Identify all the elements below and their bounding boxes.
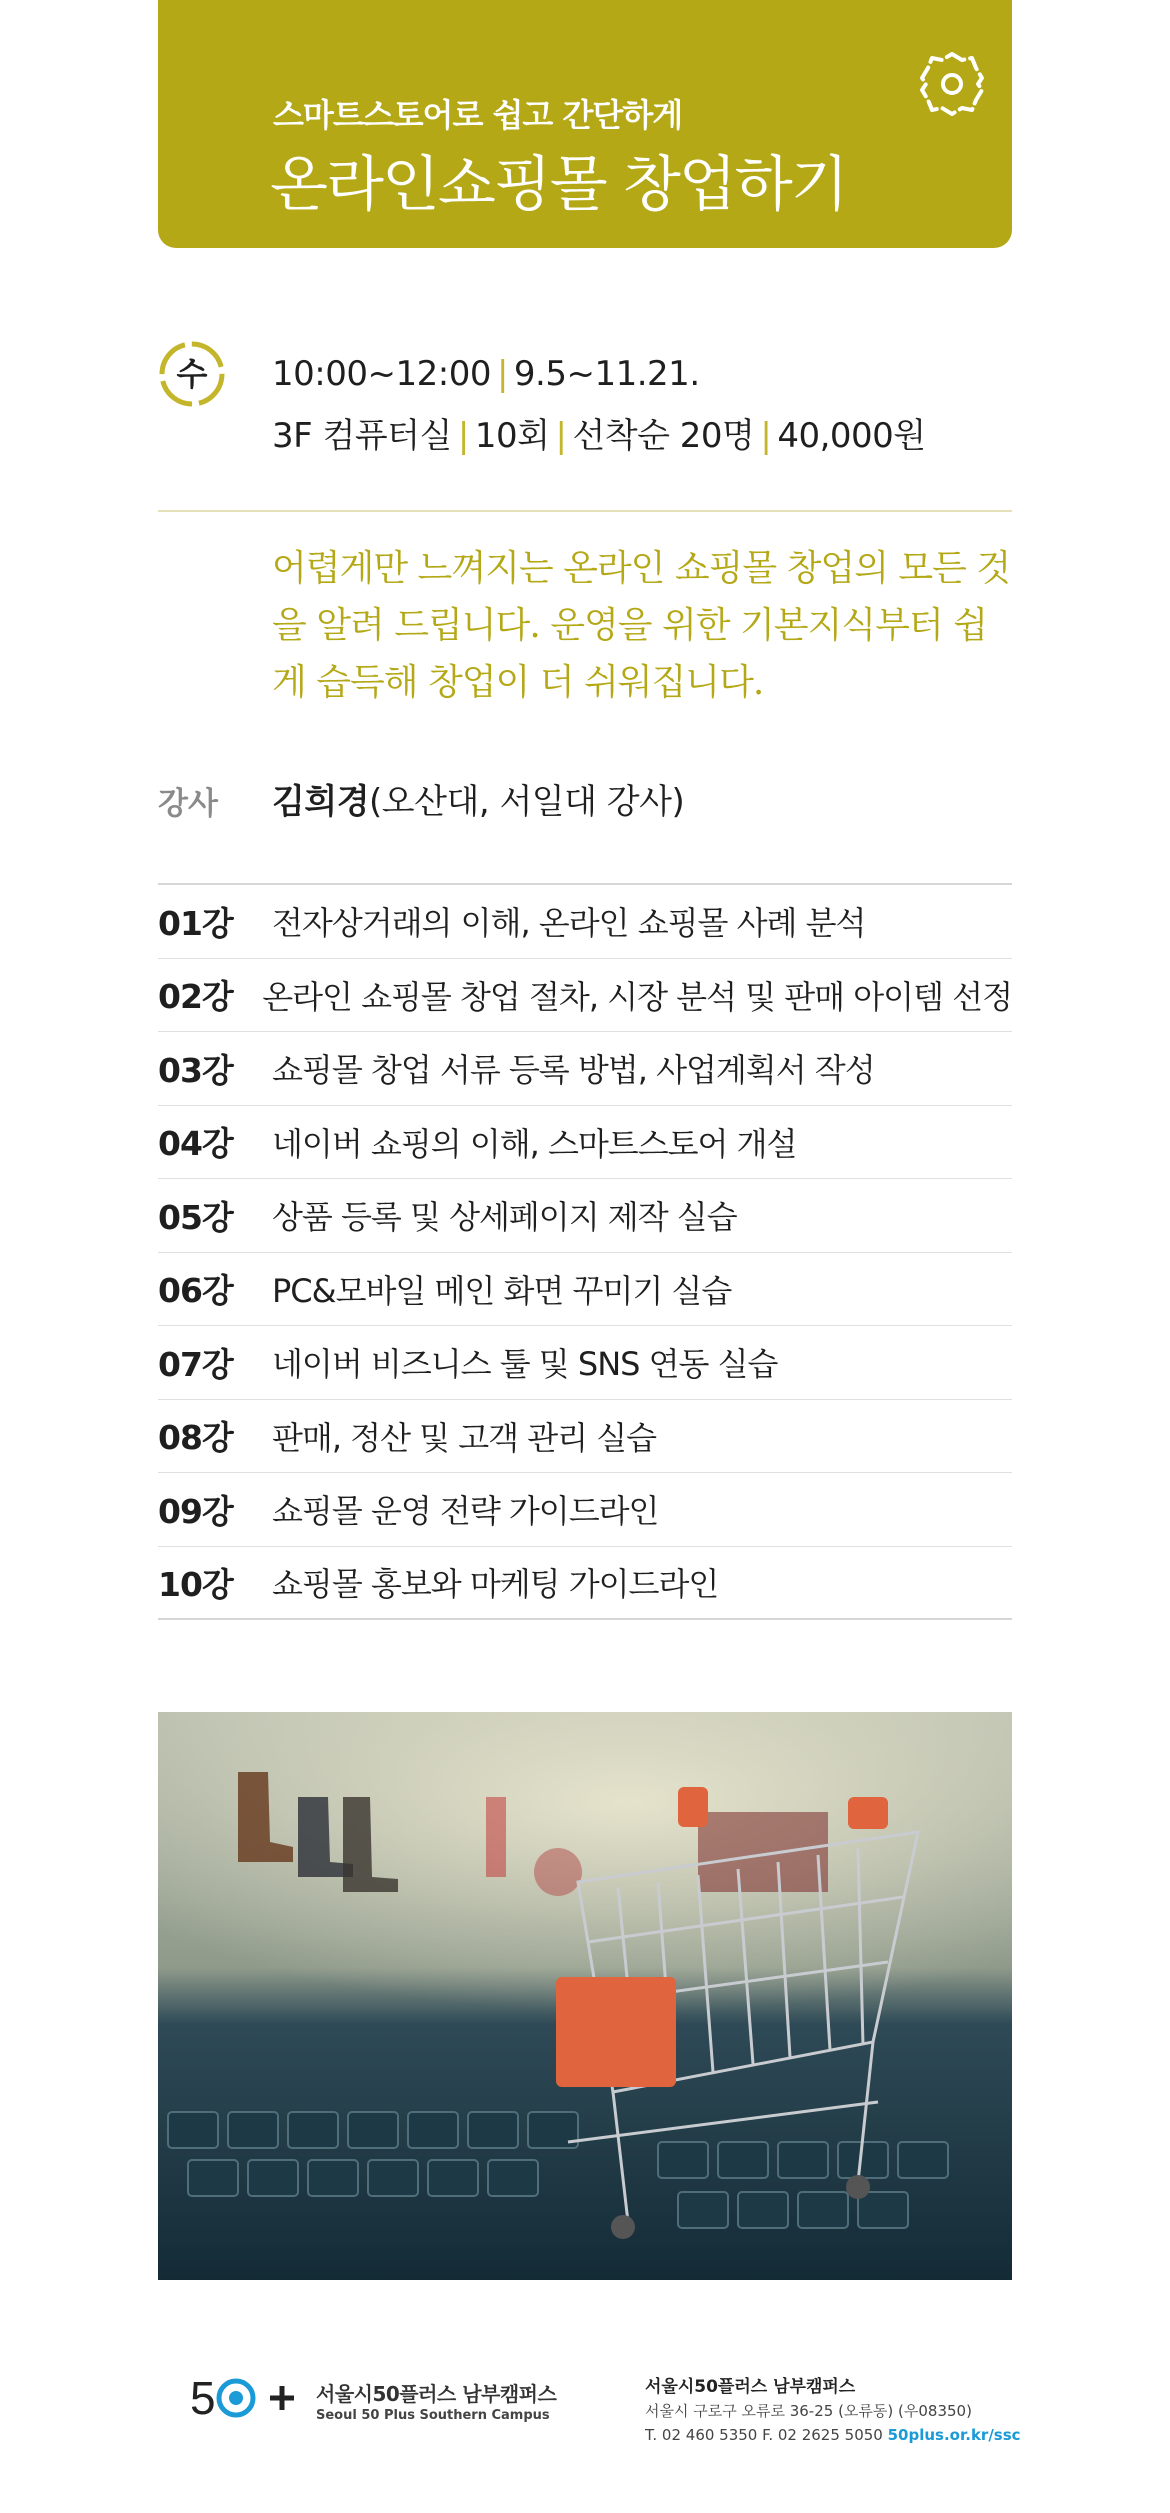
course-title: 온라인쇼핑몰 창업하기 [270, 150, 847, 220]
session-number: 10강 [158, 1564, 233, 1604]
session-number: 09강 [158, 1491, 233, 1531]
session-topic: 네이버 쇼핑의 이해, 스마트스토어 개설 [272, 1124, 797, 1163]
divider [158, 510, 1012, 512]
lecturer-info [272, 774, 684, 823]
list-item [158, 959, 1012, 1033]
session-number: 01강 [158, 903, 233, 943]
list-item [158, 1106, 1012, 1180]
list-item [158, 1473, 1012, 1547]
schedule-fee: 40,000원 [777, 416, 926, 456]
session-number: 08강 [158, 1418, 233, 1458]
50plus-logo [190, 2366, 300, 2422]
header-banner [158, 0, 1012, 248]
lecturer-affiliation: (오산대, 서일대 강사) [369, 782, 685, 822]
session-number: 06강 [158, 1271, 233, 1311]
list-item [158, 885, 1012, 959]
website-link[interactable]: 50plus.or.kr/ssc [887, 2426, 1021, 2444]
session-topic: PC&모바일 메인 화면 꾸미기 실습 [272, 1271, 732, 1310]
session-topic: 쇼핑몰 운영 전략 가이드라인 [272, 1492, 659, 1531]
course-subtitle: 스마트스토어로 쉽고 간단하게 [273, 96, 683, 134]
session-topic: 네이버 비즈니스 툴 및 SNS 연동 실습 [272, 1345, 778, 1384]
schedule-time-line: 10:00~12:00 | 9.5~11.21. [272, 354, 700, 394]
list-item [158, 1326, 1012, 1400]
session-topic: 상품 등록 및 상세페이지 제작 실습 [272, 1198, 737, 1237]
session-number: 07강 [158, 1344, 233, 1384]
session-topic: 판매, 정산 및 고객 관리 실습 [272, 1418, 657, 1457]
session-number: 05강 [158, 1197, 233, 1237]
session-topic: 쇼핑몰 홍보와 마케팅 가이드라인 [272, 1565, 719, 1604]
list-item [158, 1253, 1012, 1327]
shopping-cart-photo [158, 1712, 1012, 2280]
session-topic: 온라인 쇼핑몰 창업 절차, 시장 분석 및 판매 아이템 선정 [262, 977, 1012, 1016]
curriculum-list [158, 883, 1012, 1620]
list-item [158, 1032, 1012, 1106]
schedule-count: 10회 [474, 416, 550, 456]
day-badge [158, 340, 226, 408]
schedule-details-line: 3F 컴퓨터실 | 10회 | 선착순 20명 | 40,000원 [272, 416, 926, 456]
session-number: 04강 [158, 1124, 233, 1164]
svg-text:5: 5 [190, 2372, 216, 2422]
schedule-room: 3F 컴퓨터실 [272, 416, 452, 456]
lecturer-label: 강사 [158, 786, 218, 822]
session-number: 02강 [158, 977, 233, 1017]
shopping-cart-image [158, 1712, 1012, 2280]
schedule-capacity: 선착순 20명 [572, 416, 755, 456]
list-item [158, 1179, 1012, 1253]
campus-name-ko: 서울시50플러스 남부캠퍼스 [316, 2382, 557, 2406]
day-label: 수 [176, 355, 208, 393]
address: 서울시 구로구 오류로 36-25 (오류동) (우08350) [645, 2402, 972, 2420]
session-topic: 쇼핑몰 창업 서류 등록 방법, 사업계획서 작성 [272, 1051, 875, 1090]
schedule-period: 9.5~11.21. [513, 354, 700, 394]
session-number: 03강 [158, 1050, 233, 1090]
gear-icon [916, 48, 988, 120]
phone-fax: T. 02 460 5350 F. 02 2625 5050 [645, 2426, 883, 2444]
schedule-time: 10:00~12:00 [272, 354, 491, 394]
campus-name-en: Seoul 50 Plus Southern Campus [316, 2408, 550, 2423]
contact-info [645, 2426, 1021, 2444]
address-title: 서울시50플러스 남부캠퍼스 [645, 2377, 856, 2397]
list-item [158, 1547, 1012, 1621]
lecturer-name: 김희경 [272, 782, 370, 822]
session-topic: 전자상거래의 이해, 온라인 쇼핑몰 사례 분석 [272, 904, 866, 943]
list-item [158, 1400, 1012, 1474]
course-description: 어렵게만 느껴지는 온라인 쇼핑몰 창업의 모든 것을 알려 드립니다. 운영을 위한 기본지식부터 쉽게 습득해 창업이 더 쉬워집니다. [272, 548, 1011, 703]
